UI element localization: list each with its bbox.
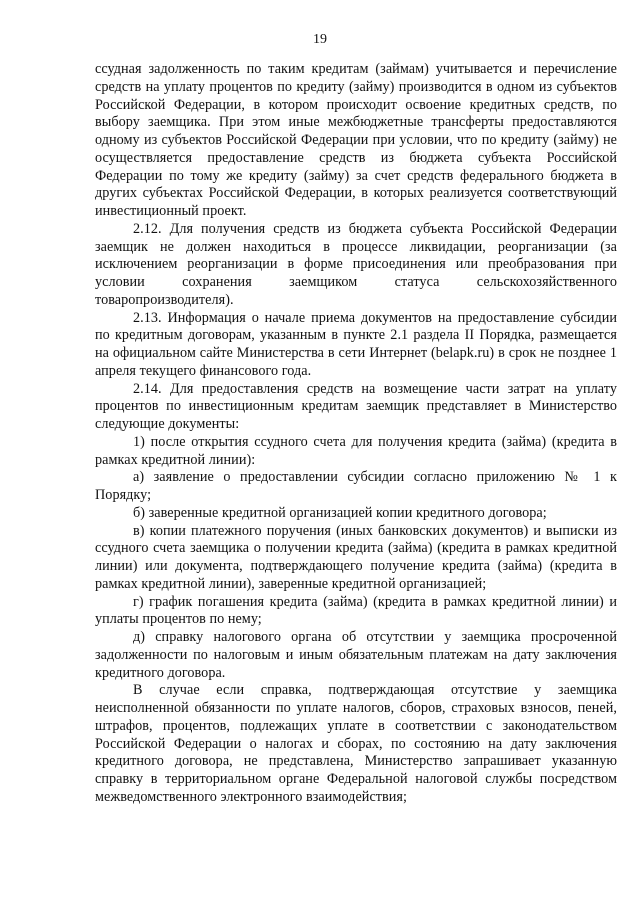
paragraph-2-13: 2.13. Информация о начале приема документов на предоставление субсидии по кредитным договорам, указанным в пункте 2.1 раздела II Порядка, размещается на официальном сайте Министерства в сети Интернет (belapk.ru) в срок не позднее 1 апреля текущего финансового года. xyxy=(95,309,617,379)
page-number: 19 xyxy=(313,32,327,47)
list-item-a: а) заявление о предоставлении субсидии согласно приложению № 1 к Порядку; xyxy=(95,469,617,503)
list-item-1: 1) после открытия ссудного счета для получения кредита (займа) (кредита в рамках кредитной линии): xyxy=(95,433,617,468)
paragraph-continuation: ссудная задолженность по таким кредитам (займам) учитывается и перечисление средств на уплату процентов по кредиту (займу) производится в одном из субъектов Российской Федерации, в котором происходит освоение кредитных средств, по выбору заемщика. При этом иные межбюджетные трансферты предоставляются одному из субъектов Российской Федерации при условии, что по кредиту (займу) не осуществляется предоставление средств из бюджета субъекта Российской Федерации по тому же кредиту (займу) за счет средств федерального бюджета в других субъектах Российской Федерации, в которых реализуется соответствующий инвестиционный проект. xyxy=(95,61,617,219)
paragraph-2-14: 2.14. Для предоставления средств на возмещение части затрат на уплату процентов по инвестиционным кредитам заемщик представляет в Министерство следующие документы: xyxy=(95,380,617,432)
list-item-v: в) копии платежного поручения (иных банковских документов) и выписки из ссудного счета заемщика о получении кредита (займа) (кредита в рамках кредитной линии) или документа, подтверждающего получение кредита (займа) (кредита в рамках кредитной линии), заверенные кредитной организацией; xyxy=(95,522,617,592)
list-item-g: г) график погашения кредита (займа) (кредита в рамках кредитной линии) и уплаты процентов по нему; xyxy=(95,593,617,628)
paragraph-certificate-request: В случае если справка, подтверждающая отсутствие у заемщика неисполненной обязанности по уплате налогов, сборов, страховых взносов, пеней, штрафов, процентов, подлежащих уплате в соответствии с законодательством Российской Федерации о налогах и сборах, по состоянию на дату заключения кредитного договора, не представлена, Министерство запрашивает указанную справку в территориальном органе Федеральной налоговой службы посредством межведомственного электронного взаимодействия; xyxy=(95,682,617,805)
list-item-b: б) заверенные кредитной организацией копии кредитного договора; xyxy=(133,504,547,521)
paragraph-2-12: 2.12. Для получения средств из бюджета субъекта Российской Федерации заемщик не должен находиться в процессе ликвидации, реорганизации (за исключением реорганизации в форме присоединения или преобразования при условии сохранения заемщиком статуса сельскохозяйственного товаропроизводителя). xyxy=(95,220,617,308)
list-item-d: д) справку налогового органа об отсутствии у заемщика просроченной задолженности по налоговым и иным обязательным платежам на дату заключения кредитного договора. xyxy=(95,629,617,681)
document-body xyxy=(95,61,617,807)
